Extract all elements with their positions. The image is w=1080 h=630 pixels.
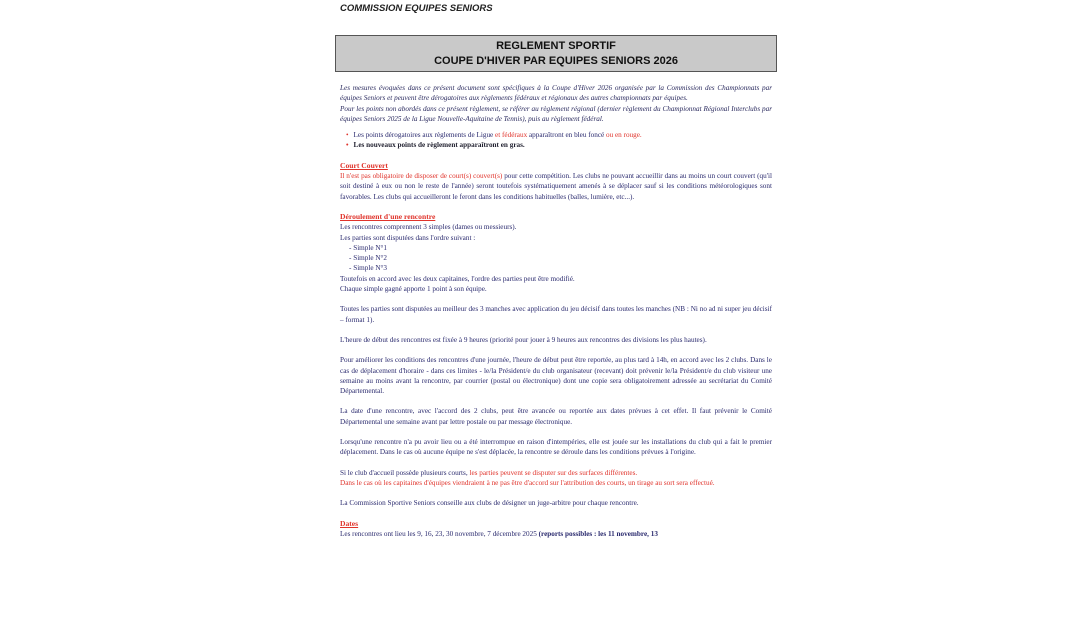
- title-line-2: COUPE D'HIVER PAR EQUIPES SENIORS 2026: [434, 54, 678, 67]
- dates-text-bold: (reports possibles : les 11 novembre, 13: [538, 529, 658, 538]
- legend-text-4: ou en rouge.: [606, 131, 642, 140]
- date-paragraph: La date d'une rencontre, avec l'accord des 2 clubs, peut être avancée ou reportée aux dates prévues à cet effet. Il faut prévenir le Comité Départemental une semaine avant par lettre postale ou par message électronique.: [340, 407, 772, 426]
- legend-item-bold: • Les nouveaux points de règlement apparaîtront en gras.: [340, 140, 772, 150]
- organization-header: COMMISSION EQUIPES SENIORS: [340, 3, 493, 14]
- dates-text: Les rencontres ont lieu les 9, 16, 23, 30 novembre, 7 décembre 2025: [340, 529, 539, 538]
- list-item: - Simple N°1: [349, 243, 388, 252]
- surface-text: Si le club d'accueil possède plusieurs courts,: [340, 468, 470, 477]
- intro-paragraph-1: Les mesures évoquées dans ce présent document sont spécifiques à la Coupe d'Hiver 2026 organisée par la Commission des Championnats par équipes Seniors et peuvent être dérogatoires aux règlements fédéraux et régionaux des autres championnats par équipes.: [340, 84, 772, 103]
- section-title-dates: Dates: [340, 518, 359, 528]
- list-item: - Simple N°2: [349, 254, 388, 263]
- title-line-1: REGLEMENT SPORTIF: [496, 39, 616, 52]
- surface-paragraph: [340, 468, 772, 478]
- dates-line: [340, 529, 772, 539]
- referee-paragraph: La Commission Sportive Seniors conseille aux clubs de désigner un juge-arbitre pour chaque rencontre.: [340, 499, 639, 508]
- time-paragraph: L'heure de début des rencontres est fixée à 9 heures (priorité pour jouer à 9 heures aux rencontres des divisions les plus hautes).: [340, 335, 707, 344]
- weather-paragraph: Lorsqu'une rencontre n'a pu avoir lieu ou a été interrompue en raison d'intempéries, elle est jouée sur les installations du club qui a fait le premier déplacement. Dans le cas où aucune équipe ne s'est déplacée, la rencontre se déroule dans les conditions prévues à l'origine.: [340, 438, 772, 457]
- court-text-red: Il n'est pas obligatoire de disposer de court(s) couvert(s): [340, 172, 503, 181]
- court-paragraph: [340, 171, 772, 202]
- section-title-court: Court Couvert: [340, 160, 388, 170]
- sets-paragraph: Toutes les parties sont disputées au meilleur des 3 manches avec application du jeu décisif dans toutes les manches (NB : Ni no ad ni super jeu décisif – format 1).: [340, 305, 772, 324]
- match-line-1: Les rencontres comprennent 3 simples (dames ou messieurs).: [340, 223, 517, 232]
- intro-paragraph-2: Pour les points non abordés dans ce présent règlement, se référer au règlement régional (dernier règlement du Championnat Régional Interclubs par équipes Seniors 2025 de la Ligue Nouvelle-Aquitaine de Tennis), puis au règlement fédéral.: [340, 104, 772, 123]
- section-title-match: Déroulement d'une rencontre: [340, 211, 436, 221]
- legend-text-3: apparaîtront en bleu foncé: [527, 131, 606, 140]
- match-line-4: Chaque simple gagné apporte 1 point à son équipe.: [340, 285, 487, 294]
- legend-text-1: Les points dérogatoires aux règlements de Ligue: [353, 131, 496, 140]
- legend-text-2: et fédéraux: [495, 131, 528, 140]
- document-body: [340, 83, 772, 539]
- court-text-rest: pour cette compétition. Les clubs ne pouvant accueillir dans au moins un court couvert (qu'il soit destiné à eux ou non le reste de l'année) seront toutefois systématiquement amenés à se déplacer sauf si les conditions météorologiques sont favorables. Les clubs qui accueilleront le feront dans les conditions habituelles (balles, lumière, etc...).: [340, 172, 772, 201]
- captains-paragraph: Dans le cas où les capitaines d'équipes viendraient à ne pas être d'accord sur l'attribution des courts, un tirage au sort sera effectué.: [340, 478, 715, 487]
- title-box: [335, 35, 777, 72]
- surface-text-red: les parties peuvent se disputer sur des surfaces différentes.: [469, 468, 638, 477]
- conditions-paragraph: Pour améliorer les conditions des rencontres d'une journée, l'heure de début peut être reportée, au plus tard à 14h, en accord avec les 2 clubs. Dans le cas de déplacement d'horaire - dans ces limites - le/la Président/e du club organisateur (recevant) doit prévenir le/la Président/e du club visiteur une semaine au moins avant la rencontre, par courrier (postal ou électronique) dont une copie sera obligatoirement adressée au secrétariat du Comité Départemental.: [340, 356, 772, 396]
- list-item: - Simple N°3: [349, 264, 388, 273]
- match-line-3: Toutefois en accord avec les deux capitaines, l'ordre des parties peut être modifié.: [340, 274, 575, 283]
- legend-item-colors: [340, 130, 772, 140]
- match-order-list: [340, 243, 772, 274]
- match-line-2: Les parties sont disputées dans l'ordre suivant :: [340, 233, 476, 242]
